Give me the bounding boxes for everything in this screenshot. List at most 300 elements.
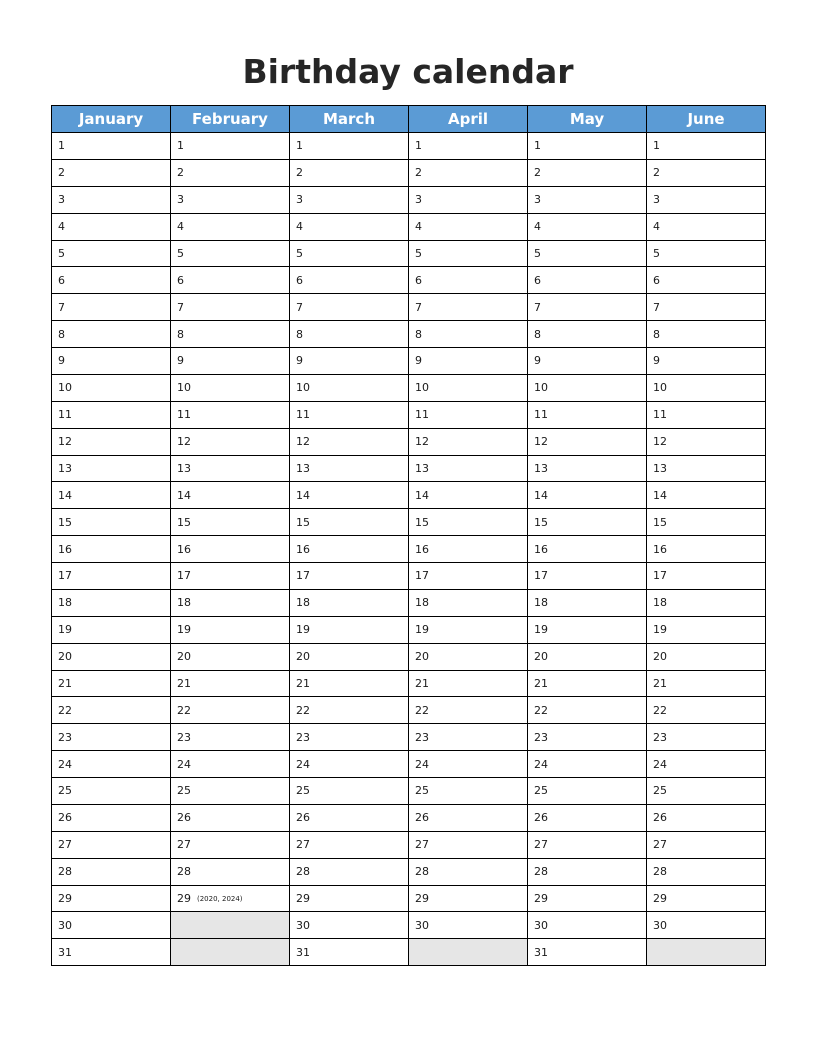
day-number: 7 [58, 300, 65, 314]
day-cell-february-25[interactable] [171, 778, 290, 805]
day-number: 23 [653, 730, 667, 744]
empty-day-cell [647, 939, 766, 966]
day-number: 8 [296, 327, 303, 341]
day-number: 21 [415, 676, 429, 690]
day-cell-january-9[interactable] [52, 348, 171, 375]
day-number: 29 [58, 891, 72, 905]
day-number: 14 [653, 488, 667, 502]
day-cell-april-17[interactable] [409, 563, 528, 590]
day-number: 22 [58, 703, 72, 717]
day-cell-may-27[interactable] [528, 831, 647, 858]
day-cell-june-24[interactable] [647, 751, 766, 778]
day-number: 2 [653, 166, 660, 180]
day-cell-february-28[interactable] [171, 858, 290, 885]
day-number: 6 [653, 273, 660, 287]
day-cell-january-3[interactable] [52, 186, 171, 213]
day-cell-january-11[interactable] [52, 401, 171, 428]
day-number: 27 [415, 838, 429, 852]
day-cell-june-25[interactable] [647, 778, 766, 805]
day-number: 30 [58, 918, 72, 932]
day-cell-january-17[interactable] [52, 563, 171, 590]
day-row [52, 858, 766, 885]
day-number: 22 [653, 703, 667, 717]
day-cell-june-1[interactable] [647, 133, 766, 160]
day-cell-may-21[interactable] [528, 670, 647, 697]
day-cell-june-10[interactable] [647, 374, 766, 401]
day-cell-april-5[interactable] [409, 240, 528, 267]
day-cell-february-2[interactable] [171, 159, 290, 186]
day-number: 9 [58, 354, 65, 368]
day-cell-may-25[interactable] [528, 778, 647, 805]
day-cell-march-18[interactable] [290, 589, 409, 616]
day-cell-march-14[interactable] [290, 482, 409, 509]
day-number: 15 [534, 515, 548, 529]
day-cell-april-30[interactable] [409, 912, 528, 939]
day-number: 27 [534, 838, 548, 852]
day-cell-april-25[interactable] [409, 778, 528, 805]
day-cell-february-9[interactable] [171, 348, 290, 375]
day-number: 28 [653, 865, 667, 879]
day-cell-february-12[interactable] [171, 428, 290, 455]
day-number: 16 [296, 542, 310, 556]
day-number: 27 [653, 838, 667, 852]
day-number: 25 [415, 784, 429, 798]
day-cell-april-12[interactable] [409, 428, 528, 455]
day-cell-may-23[interactable] [528, 724, 647, 751]
day-cell-january-31[interactable] [52, 939, 171, 966]
day-cell-june-20[interactable] [647, 643, 766, 670]
day-number: 20 [534, 650, 548, 664]
day-number: 25 [534, 784, 548, 798]
day-cell-january-2[interactable] [52, 159, 171, 186]
day-cell-june-12[interactable] [647, 428, 766, 455]
day-cell-april-28[interactable] [409, 858, 528, 885]
day-cell-may-10[interactable] [528, 374, 647, 401]
day-number: 30 [296, 918, 310, 932]
day-number: 21 [653, 676, 667, 690]
day-cell-may-16[interactable] [528, 536, 647, 563]
day-cell-may-11[interactable] [528, 401, 647, 428]
day-number: 11 [58, 408, 72, 422]
day-number: 24 [415, 757, 429, 771]
day-number: 17 [296, 569, 310, 583]
day-cell-april-4[interactable] [409, 213, 528, 240]
day-cell-march-4[interactable] [290, 213, 409, 240]
day-number: 17 [415, 569, 429, 583]
day-cell-may-14[interactable] [528, 482, 647, 509]
day-cell-may-31[interactable] [528, 939, 647, 966]
day-cell-june-8[interactable] [647, 321, 766, 348]
day-cell-march-2[interactable] [290, 159, 409, 186]
day-number: 14 [296, 488, 310, 502]
day-number: 6 [177, 273, 184, 287]
day-cell-january-10[interactable] [52, 374, 171, 401]
day-number: 23 [534, 730, 548, 744]
day-cell-march-15[interactable] [290, 509, 409, 536]
day-cell-april-24[interactable] [409, 751, 528, 778]
day-cell-april-23[interactable] [409, 724, 528, 751]
day-cell-february-14[interactable] [171, 482, 290, 509]
day-number: 29 [177, 891, 191, 905]
day-cell-april-22[interactable] [409, 697, 528, 724]
day-number: 10 [534, 381, 548, 395]
day-cell-june-13[interactable] [647, 455, 766, 482]
day-cell-january-22[interactable] [52, 697, 171, 724]
day-row [52, 159, 766, 186]
day-row [52, 267, 766, 294]
day-cell-june-9[interactable] [647, 348, 766, 375]
day-number: 15 [296, 515, 310, 529]
day-number: 20 [58, 650, 72, 664]
day-cell-march-17[interactable] [290, 563, 409, 590]
day-cell-june-4[interactable] [647, 213, 766, 240]
day-cell-june-23[interactable] [647, 724, 766, 751]
day-number: 14 [534, 488, 548, 502]
day-cell-february-8[interactable] [171, 321, 290, 348]
day-number: 28 [296, 865, 310, 879]
day-cell-february-21[interactable] [171, 670, 290, 697]
day-cell-january-28[interactable] [52, 858, 171, 885]
day-cell-february-4[interactable] [171, 213, 290, 240]
day-cell-april-8[interactable] [409, 321, 528, 348]
day-cell-march-10[interactable] [290, 374, 409, 401]
day-cell-may-24[interactable] [528, 751, 647, 778]
day-cell-may-13[interactable] [528, 455, 647, 482]
day-cell-june-6[interactable] [647, 267, 766, 294]
day-cell-june-2[interactable] [647, 159, 766, 186]
day-cell-march-24[interactable] [290, 751, 409, 778]
day-cell-april-26[interactable] [409, 804, 528, 831]
day-cell-february-18[interactable] [171, 589, 290, 616]
day-number: 23 [177, 730, 191, 744]
day-cell-january-27[interactable] [52, 831, 171, 858]
day-cell-may-30[interactable] [528, 912, 647, 939]
day-number: 2 [534, 166, 541, 180]
day-cell-february-11[interactable] [171, 401, 290, 428]
day-cell-april-27[interactable] [409, 831, 528, 858]
day-cell-may-9[interactable] [528, 348, 647, 375]
day-cell-january-30[interactable] [52, 912, 171, 939]
day-cell-june-26[interactable] [647, 804, 766, 831]
day-cell-june-15[interactable] [647, 509, 766, 536]
day-cell-may-7[interactable] [528, 294, 647, 321]
day-cell-june-21[interactable] [647, 670, 766, 697]
day-cell-february-23[interactable] [171, 724, 290, 751]
day-number: 12 [415, 435, 429, 449]
day-number: 4 [653, 220, 660, 234]
day-number: 23 [58, 730, 72, 744]
day-cell-may-1[interactable] [528, 133, 647, 160]
day-number: 1 [653, 139, 660, 153]
day-cell-march-31[interactable] [290, 939, 409, 966]
day-cell-june-16[interactable] [647, 536, 766, 563]
day-number: 22 [534, 703, 548, 717]
day-number: 11 [534, 408, 548, 422]
day-cell-february-5[interactable] [171, 240, 290, 267]
day-cell-march-1[interactable] [290, 133, 409, 160]
day-number: 16 [58, 542, 72, 556]
day-number: 4 [58, 220, 65, 234]
day-number: 20 [653, 650, 667, 664]
day-number: 30 [415, 918, 429, 932]
day-cell-february-16[interactable] [171, 536, 290, 563]
day-number: 31 [296, 945, 310, 959]
day-cell-february-3[interactable] [171, 186, 290, 213]
day-row [52, 186, 766, 213]
day-cell-april-20[interactable] [409, 643, 528, 670]
day-number: 14 [415, 488, 429, 502]
month-header-june: June [647, 106, 766, 133]
day-number: 28 [58, 865, 72, 879]
day-number: 7 [653, 300, 660, 314]
day-number: 11 [653, 408, 667, 422]
day-cell-february-26[interactable] [171, 804, 290, 831]
day-number: 28 [177, 865, 191, 879]
day-row [52, 133, 766, 160]
day-cell-march-29[interactable] [290, 885, 409, 912]
day-cell-april-2[interactable] [409, 159, 528, 186]
empty-day-cell [409, 939, 528, 966]
day-cell-april-21[interactable] [409, 670, 528, 697]
day-number: 18 [58, 596, 72, 610]
day-cell-may-15[interactable] [528, 509, 647, 536]
day-cell-january-4[interactable] [52, 213, 171, 240]
day-cell-june-29[interactable] [647, 885, 766, 912]
day-cell-april-3[interactable] [409, 186, 528, 213]
day-cell-may-5[interactable] [528, 240, 647, 267]
day-cell-february-19[interactable] [171, 616, 290, 643]
day-cell-january-25[interactable] [52, 778, 171, 805]
day-cell-march-16[interactable] [290, 536, 409, 563]
day-number: 8 [653, 327, 660, 341]
day-cell-january-26[interactable] [52, 804, 171, 831]
day-cell-june-5[interactable] [647, 240, 766, 267]
day-cell-february-15[interactable] [171, 509, 290, 536]
day-cell-april-18[interactable] [409, 589, 528, 616]
day-cell-january-21[interactable] [52, 670, 171, 697]
day-cell-march-26[interactable] [290, 804, 409, 831]
day-row [52, 348, 766, 375]
day-number: 15 [653, 515, 667, 529]
day-row [52, 831, 766, 858]
day-cell-april-7[interactable] [409, 294, 528, 321]
day-cell-january-15[interactable] [52, 509, 171, 536]
day-row [52, 804, 766, 831]
day-cell-april-15[interactable] [409, 509, 528, 536]
day-cell-january-8[interactable] [52, 321, 171, 348]
day-cell-may-4[interactable] [528, 213, 647, 240]
day-cell-january-5[interactable] [52, 240, 171, 267]
day-number: 13 [58, 461, 72, 475]
day-cell-march-11[interactable] [290, 401, 409, 428]
day-cell-april-13[interactable] [409, 455, 528, 482]
day-row [52, 589, 766, 616]
day-cell-march-25[interactable] [290, 778, 409, 805]
day-cell-april-19[interactable] [409, 616, 528, 643]
day-number: 21 [177, 676, 191, 690]
day-cell-march-23[interactable] [290, 724, 409, 751]
day-cell-january-20[interactable] [52, 643, 171, 670]
day-cell-january-23[interactable] [52, 724, 171, 751]
day-cell-march-13[interactable] [290, 455, 409, 482]
day-cell-march-21[interactable] [290, 670, 409, 697]
day-number: 21 [296, 676, 310, 690]
day-number: 3 [534, 193, 541, 207]
day-number: 11 [415, 408, 429, 422]
day-number: 29 [296, 891, 310, 905]
day-cell-february-24[interactable] [171, 751, 290, 778]
day-cell-january-29[interactable] [52, 885, 171, 912]
day-number: 28 [415, 865, 429, 879]
day-cell-may-2[interactable] [528, 159, 647, 186]
day-cell-march-3[interactable] [290, 186, 409, 213]
day-cell-january-18[interactable] [52, 589, 171, 616]
day-number: 23 [296, 730, 310, 744]
day-cell-may-20[interactable] [528, 643, 647, 670]
day-cell-march-28[interactable] [290, 858, 409, 885]
day-cell-february-27[interactable] [171, 831, 290, 858]
day-cell-march-22[interactable] [290, 697, 409, 724]
day-cell-february-7[interactable] [171, 294, 290, 321]
day-cell-january-7[interactable] [52, 294, 171, 321]
day-cell-january-14[interactable] [52, 482, 171, 509]
day-cell-june-7[interactable] [647, 294, 766, 321]
day-number: 5 [58, 246, 65, 260]
day-cell-april-11[interactable] [409, 401, 528, 428]
month-header-february: February [171, 106, 290, 133]
day-cell-may-18[interactable] [528, 589, 647, 616]
day-cell-april-29[interactable] [409, 885, 528, 912]
day-number: 5 [415, 246, 422, 260]
day-number: 3 [177, 193, 184, 207]
day-number: 4 [415, 220, 422, 234]
day-cell-february-10[interactable] [171, 374, 290, 401]
day-number: 25 [58, 784, 72, 798]
day-cell-march-8[interactable] [290, 321, 409, 348]
day-number: 8 [177, 327, 184, 341]
day-cell-may-12[interactable] [528, 428, 647, 455]
day-number: 12 [177, 435, 191, 449]
day-cell-may-19[interactable] [528, 616, 647, 643]
day-number: 24 [653, 757, 667, 771]
day-cell-june-3[interactable] [647, 186, 766, 213]
day-number: 24 [296, 757, 310, 771]
day-number: 12 [58, 435, 72, 449]
day-cell-february-17[interactable] [171, 563, 290, 590]
day-cell-june-18[interactable] [647, 589, 766, 616]
day-number: 12 [296, 435, 310, 449]
day-cell-april-1[interactable] [409, 133, 528, 160]
day-cell-june-28[interactable] [647, 858, 766, 885]
day-cell-february-22[interactable] [171, 697, 290, 724]
day-number: 26 [653, 811, 667, 825]
day-cell-january-24[interactable] [52, 751, 171, 778]
day-cell-may-3[interactable] [528, 186, 647, 213]
day-number: 29 [415, 891, 429, 905]
day-cell-june-30[interactable] [647, 912, 766, 939]
day-number: 5 [177, 246, 184, 260]
day-number: 30 [653, 918, 667, 932]
day-cell-april-6[interactable] [409, 267, 528, 294]
day-row [52, 536, 766, 563]
day-number: 13 [415, 461, 429, 475]
empty-day-cell [171, 912, 290, 939]
day-cell-february-6[interactable] [171, 267, 290, 294]
day-cell-february-13[interactable] [171, 455, 290, 482]
day-number: 27 [58, 838, 72, 852]
day-cell-april-9[interactable] [409, 348, 528, 375]
day-row [52, 616, 766, 643]
day-number: 18 [534, 596, 548, 610]
leap-year-note: (2020, 2024) [197, 894, 243, 903]
day-number: 31 [58, 945, 72, 959]
day-cell-may-28[interactable] [528, 858, 647, 885]
day-cell-march-7[interactable] [290, 294, 409, 321]
day-cell-march-6[interactable] [290, 267, 409, 294]
day-number: 10 [653, 381, 667, 395]
day-number: 7 [415, 300, 422, 314]
day-number: 19 [534, 623, 548, 637]
day-cell-january-1[interactable] [52, 133, 171, 160]
day-number: 24 [534, 757, 548, 771]
day-number: 11 [177, 408, 191, 422]
day-number: 6 [534, 273, 541, 287]
day-number: 3 [415, 193, 422, 207]
day-number: 18 [177, 596, 191, 610]
day-number: 5 [653, 246, 660, 260]
day-number: 10 [177, 381, 191, 395]
day-cell-march-12[interactable] [290, 428, 409, 455]
day-cell-april-14[interactable] [409, 482, 528, 509]
day-cell-may-26[interactable] [528, 804, 647, 831]
day-cell-may-17[interactable] [528, 563, 647, 590]
day-cell-may-29[interactable] [528, 885, 647, 912]
day-cell-june-27[interactable] [647, 831, 766, 858]
day-cell-june-14[interactable] [647, 482, 766, 509]
day-cell-january-6[interactable] [52, 267, 171, 294]
day-cell-june-22[interactable] [647, 697, 766, 724]
day-cell-january-12[interactable] [52, 428, 171, 455]
day-number: 1 [415, 139, 422, 153]
day-number: 6 [58, 273, 65, 287]
day-cell-february-1[interactable] [171, 133, 290, 160]
day-cell-june-19[interactable] [647, 616, 766, 643]
day-cell-june-11[interactable] [647, 401, 766, 428]
day-cell-january-16[interactable] [52, 536, 171, 563]
day-cell-february-20[interactable] [171, 643, 290, 670]
day-cell-march-30[interactable] [290, 912, 409, 939]
day-cell-june-17[interactable] [647, 563, 766, 590]
day-number: 2 [177, 166, 184, 180]
day-cell-march-9[interactable] [290, 348, 409, 375]
day-cell-may-6[interactable] [528, 267, 647, 294]
day-cell-january-19[interactable] [52, 616, 171, 643]
day-number: 5 [296, 246, 303, 260]
day-cell-february-29[interactable] [171, 885, 290, 912]
day-cell-march-19[interactable] [290, 616, 409, 643]
day-cell-april-10[interactable] [409, 374, 528, 401]
day-cell-march-20[interactable] [290, 643, 409, 670]
day-cell-may-22[interactable] [528, 697, 647, 724]
day-number: 19 [415, 623, 429, 637]
day-row [52, 455, 766, 482]
day-cell-january-13[interactable] [52, 455, 171, 482]
day-cell-april-16[interactable] [409, 536, 528, 563]
day-cell-may-8[interactable] [528, 321, 647, 348]
day-cell-march-27[interactable] [290, 831, 409, 858]
day-cell-march-5[interactable] [290, 240, 409, 267]
day-number: 28 [534, 865, 548, 879]
